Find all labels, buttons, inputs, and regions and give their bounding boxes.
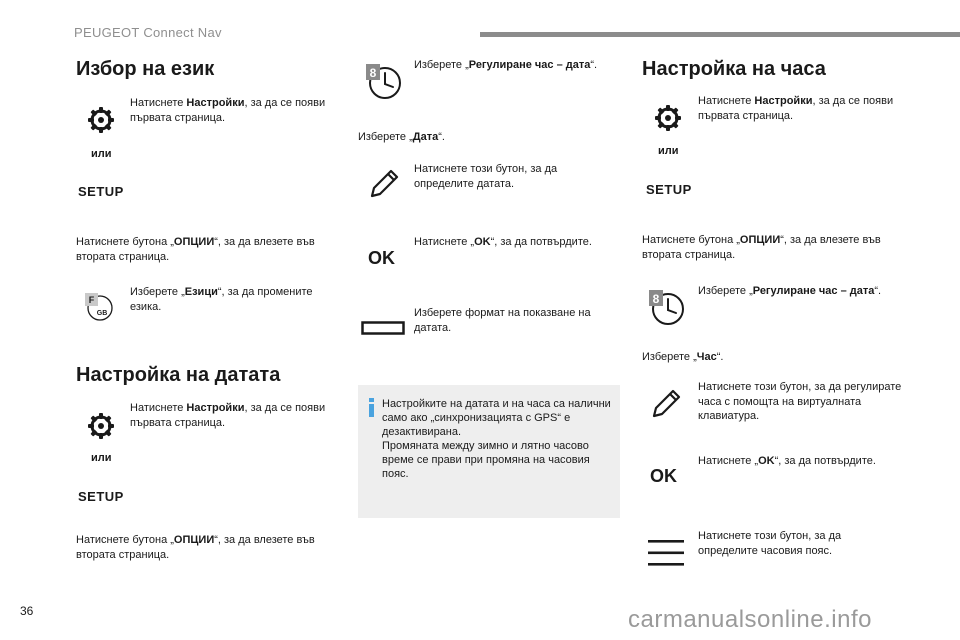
ok-button: OK <box>650 466 677 486</box>
watermark: carmanualsonline.info <box>628 606 872 633</box>
setup-button: SETUP <box>646 182 692 197</box>
step-press-date-button: Натиснете този бутон, за да определите датата. <box>414 163 558 190</box>
flag-f-label: F <box>88 295 95 305</box>
step-press-settings: Натиснете Настройки, за да се появи първата страница. <box>698 95 894 122</box>
setup-button: SETUP <box>78 489 124 504</box>
clock-badge-label: 8 <box>652 292 660 306</box>
note-gps-sync: Настройките на датата и на часа са налични само ако „синхронизацията с GPS“ е дезактивирана. <box>382 398 611 438</box>
ok-button: OK <box>368 248 395 268</box>
step-select-time-date: Изберете „Регулиране час – дата“. <box>414 59 598 71</box>
step-press-time-button: Натиснете този бутон, за да регулирате часа с помощта на виртуалната клавиатура. <box>698 381 902 422</box>
manual-title: PEUGEOT Connect Nav <box>74 25 222 40</box>
info-icon <box>369 398 374 416</box>
section-title-date: Настройка на датата <box>76 364 281 386</box>
clock-icon <box>364 62 404 102</box>
section-title-time: Настройка на часа <box>642 58 826 80</box>
step-select-languages: Изберете „Езици“, за да промените езика. <box>130 286 313 313</box>
flag-gb-label: GB <box>96 310 108 317</box>
clock-icon <box>647 288 687 328</box>
step-press-settings: Натиснете Настройки, за да се появи първата страница. <box>130 97 326 124</box>
settings-gear-icon <box>652 102 684 134</box>
or-label: или <box>658 145 679 157</box>
or-label: или <box>91 148 112 160</box>
step-set-timezone: Натиснете този бутон, за да определите часовия пояс. <box>698 530 842 557</box>
step-press-options: Натиснете бутона „ОПЦИИ“, за да влезете във втората страница. <box>76 534 315 561</box>
step-select-date: Изберете „Дата“. <box>358 131 445 143</box>
pencil-icon <box>648 386 684 422</box>
format-bar-icon <box>361 320 405 336</box>
settings-gear-icon <box>85 104 117 136</box>
step-press-settings: Натиснете Настройки, за да се появи първата страница. <box>130 402 326 429</box>
info-note <box>358 385 620 518</box>
step-press-options: Натиснете бутона „ОПЦИИ“, за да влезете във втората страница. <box>642 234 881 261</box>
language-flag-icon <box>84 292 114 322</box>
step-press-ok: Натиснете „OK“, за да потвърдите. <box>698 455 876 467</box>
header-divider <box>480 32 960 37</box>
step-press-options: Натиснете бутона „ОПЦИИ“, за да влезете във втората страница. <box>76 236 315 263</box>
page-number: 36 <box>20 604 34 618</box>
setup-button: SETUP <box>78 184 124 199</box>
or-label: или <box>91 452 112 464</box>
settings-gear-icon <box>85 410 117 442</box>
step-select-time: Изберете „Час“. <box>642 351 724 363</box>
section-title-language: Избор на език <box>76 58 215 80</box>
step-select-date-format: Изберете формат на показване на датата. <box>414 307 591 334</box>
step-select-time-date: Изберете „Регулиране час – дата“. <box>698 285 882 297</box>
timezone-menu-icon <box>646 538 686 568</box>
note-dst: Промяната между зимно и лятно часово време се прави при промяна на часовия пояс. <box>382 440 590 480</box>
step-press-ok: Натиснете „OK“, за да потвърдите. <box>414 236 592 248</box>
clock-badge-label: 8 <box>369 66 377 80</box>
pencil-icon <box>366 166 402 202</box>
